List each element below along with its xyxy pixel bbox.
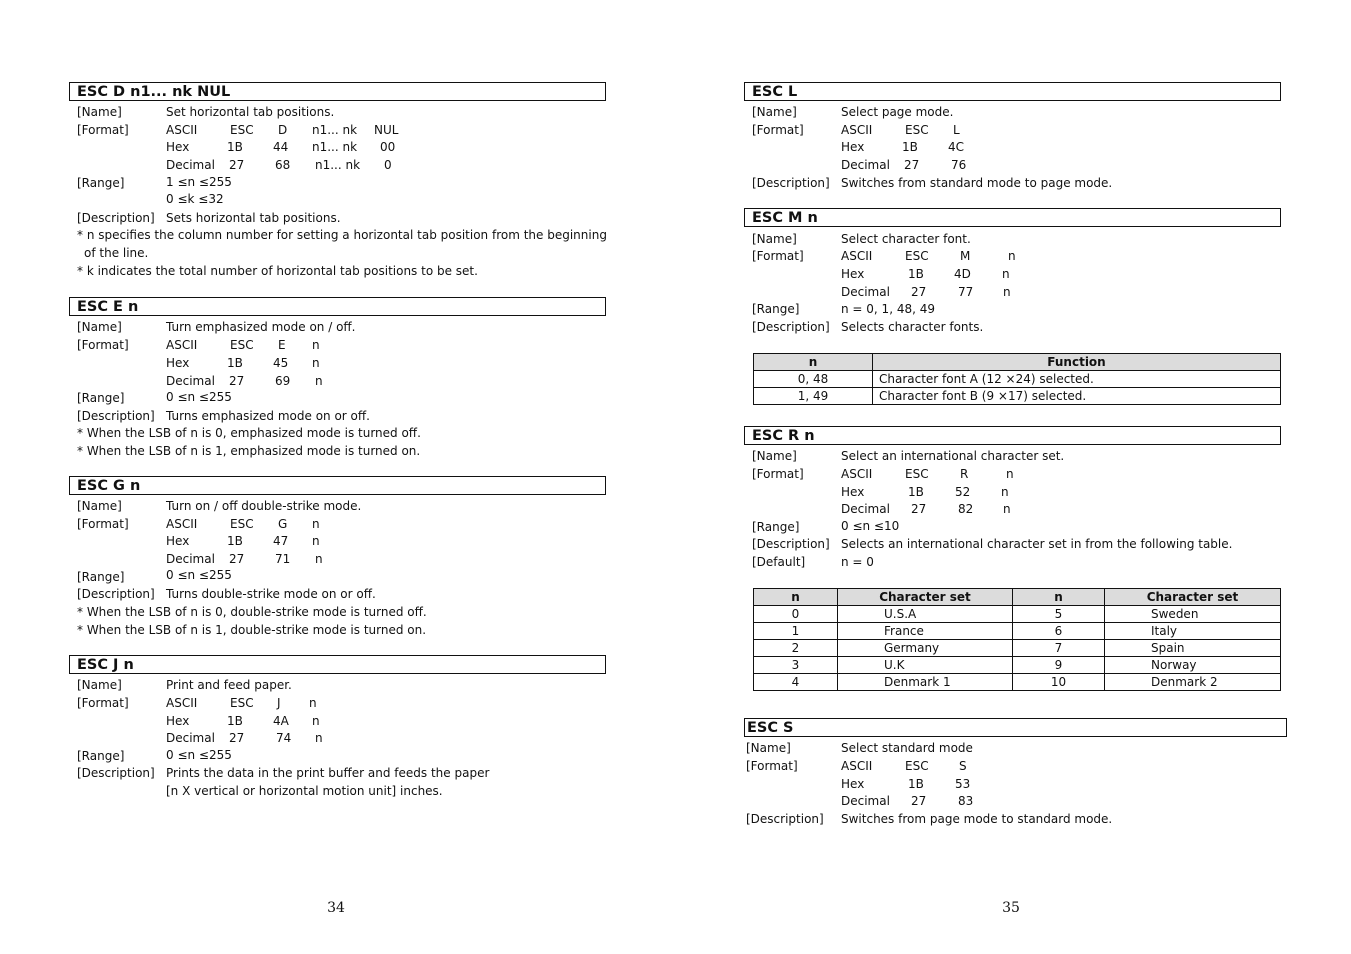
table-cell: 1: [754, 623, 838, 640]
name-label: [Name]: [752, 449, 797, 463]
format-ascii-param: n: [312, 338, 320, 352]
name-label: [Name]: [746, 741, 791, 755]
format-decimal-cmd: 83: [958, 794, 974, 808]
name-label: [Name]: [752, 232, 797, 246]
section-esc-e: [69, 297, 606, 462]
description-value: [n X vertical or horizontal motion unit] inches.: [166, 784, 443, 798]
table-cell: 10: [1013, 674, 1105, 691]
format-decimal-cmd: 82: [958, 502, 974, 516]
section-esc-j: [69, 655, 606, 805]
format-decimal-esc: 27: [911, 502, 927, 516]
table-cell: 2: [754, 640, 838, 657]
format-decimal-esc: 27: [229, 552, 245, 566]
format-hex-cmd: 52: [955, 485, 971, 499]
table-row: [754, 388, 1281, 405]
format-hex: Hex: [841, 140, 865, 154]
format-hex-cmd: 4A: [273, 714, 289, 728]
format-ascii-param: n: [1008, 249, 1016, 263]
description-label: [Description]: [77, 587, 155, 601]
format-decimal-cmd: 69: [275, 374, 291, 388]
format-hex-esc: 1B: [908, 777, 924, 791]
name-value: Select page mode.: [841, 105, 954, 119]
format-hex-esc: 1B: [908, 485, 924, 499]
range-label: [Range]: [752, 302, 800, 316]
format-ascii: ASCII: [166, 338, 198, 352]
format-decimal-esc: 27: [904, 158, 920, 172]
table-header-row: [754, 354, 1281, 371]
section-title: ESC E n: [69, 297, 606, 316]
format-decimal-params: n1... nk: [315, 158, 361, 172]
format-hex-cmd: 4D: [954, 267, 971, 281]
format-ascii-esc: ESC: [230, 123, 254, 137]
format-decimal-esc: 27: [229, 731, 245, 745]
format-hex-param: n: [1002, 267, 1010, 281]
format-label: [Format]: [77, 123, 129, 137]
table-cell: U.K: [838, 657, 1013, 674]
format-decimal-param: n: [315, 731, 323, 745]
format-ascii-esc: ESC: [905, 249, 929, 263]
table-row: [754, 623, 1281, 640]
note: * When the LSB of n is 1, double-strike mode is turned on.: [77, 623, 427, 637]
section-title: ESC D n1... nk NUL: [69, 82, 606, 101]
description-label: [Description]: [752, 320, 830, 334]
section-esc-g: [69, 476, 606, 641]
description-label: [Description]: [77, 409, 155, 423]
range-value: 0 ≤n ≤10: [841, 519, 900, 533]
description-value: Sets horizontal tab positions.: [166, 211, 341, 225]
description-value: Prints the data in the print buffer and feeds the paper: [166, 766, 490, 780]
format-hex: Hex: [166, 140, 190, 154]
format-decimal-esc: 27: [229, 374, 245, 388]
format-ascii-params: n1... nk: [312, 123, 358, 137]
format-ascii-esc: ESC: [905, 123, 929, 137]
format-ascii-cmd: G: [278, 517, 288, 531]
table-cell: Denmark 1: [838, 674, 1013, 691]
table-cell: 0, 48: [754, 371, 873, 388]
format-decimal: Decimal: [166, 374, 215, 388]
format-decimal-param: n: [315, 374, 323, 388]
format-decimal: Decimal: [166, 552, 215, 566]
description-label: [Description]: [77, 766, 155, 780]
format-decimal-param: n: [315, 552, 323, 566]
section-esc-l: [744, 82, 1281, 197]
section-title: ESC L: [744, 82, 1281, 101]
format-ascii-cmd: J: [277, 696, 281, 710]
font-table: [753, 353, 1281, 405]
note: * When the LSB of n is 0, emphasized mode is turned off.: [77, 426, 421, 440]
description-value: Turns emphasized mode on or off.: [166, 409, 370, 423]
table-header-row: [754, 589, 1281, 606]
table-cell: Sweden: [1105, 606, 1281, 623]
page-number: 34: [327, 900, 345, 916]
name-value: Print and feed paper.: [166, 678, 292, 692]
description-label: [Description]: [752, 537, 830, 551]
table-cell: Denmark 2: [1105, 674, 1281, 691]
format-ascii-esc: ESC: [230, 338, 254, 352]
format-decimal: Decimal: [166, 158, 215, 172]
table-cell: Character font A (12 ×24) selected.: [873, 371, 1281, 388]
format-decimal-cmd: 71: [275, 552, 291, 566]
format-hex-cmd: 4C: [948, 140, 965, 154]
format-label: [Format]: [752, 123, 804, 137]
format-hex: Hex: [841, 485, 865, 499]
format-ascii-param: n: [309, 696, 317, 710]
section-esc-s: [744, 718, 1287, 833]
format-decimal: Decimal: [166, 731, 215, 745]
table-row: [754, 657, 1281, 674]
format-hex-esc: 1B: [908, 267, 924, 281]
format-hex-param: n: [1001, 485, 1009, 499]
section-title: ESC R n: [744, 426, 1281, 445]
range-value: 0 ≤n ≤255: [166, 568, 232, 582]
table-cell: France: [838, 623, 1013, 640]
format-hex-cmd: 44: [273, 140, 289, 154]
range-value: 1 ≤n ≤255: [166, 175, 232, 189]
table-cell: 0: [754, 606, 838, 623]
format-hex-param: n: [312, 714, 320, 728]
format-label: [Format]: [752, 249, 804, 263]
format-ascii-cmd: S: [959, 759, 967, 773]
description-label: [Description]: [77, 211, 155, 225]
description-label: [Description]: [752, 176, 830, 190]
format-hex-nul: 00: [380, 140, 396, 154]
table-row: [754, 640, 1281, 657]
name-label: [Name]: [752, 105, 797, 119]
format-decimal-param: n: [1003, 285, 1011, 299]
table-cell: 9: [1013, 657, 1105, 674]
format-hex: Hex: [166, 714, 190, 728]
format-hex: Hex: [841, 777, 865, 791]
range-label: [Range]: [77, 176, 125, 190]
format-ascii-cmd: L: [953, 123, 960, 137]
table-cell: Spain: [1105, 640, 1281, 657]
column-header: n: [754, 354, 873, 371]
format-decimal-cmd: 77: [958, 285, 974, 299]
table-cell: Italy: [1105, 623, 1281, 640]
description-value: Selects character fonts.: [841, 320, 984, 334]
description-value: Switches from page mode to standard mode.: [841, 812, 1113, 826]
format-ascii-esc: ESC: [230, 696, 254, 710]
format-ascii-esc: ESC: [230, 517, 254, 531]
format-ascii: ASCII: [841, 123, 873, 137]
note: * When the LSB of n is 1, emphasized mode is turned on.: [77, 444, 421, 458]
note: * k indicates the total number of horizontal tab positions to be set.: [77, 264, 478, 278]
format-ascii-cmd: R: [960, 467, 969, 481]
description-value: Selects an international character set in from the following table.: [841, 537, 1233, 551]
range-label: [Range]: [77, 749, 125, 763]
format-ascii: ASCII: [841, 467, 873, 481]
format-label: [Format]: [77, 517, 129, 531]
character-set-table: [753, 588, 1281, 691]
range-value: 0 ≤k ≤32: [166, 192, 224, 206]
table-cell: 7: [1013, 640, 1105, 657]
section-title: ESC S: [744, 718, 1287, 737]
range-value: 0 ≤n ≤255: [166, 748, 232, 762]
range-value: n = 0, 1, 48, 49: [841, 302, 935, 316]
table-row: [754, 674, 1281, 691]
format-hex-cmd: 47: [273, 534, 289, 548]
name-value: Select standard mode: [841, 741, 973, 755]
name-value: Turn on / off double-strike mode.: [166, 499, 362, 513]
format-hex-esc: 1B: [227, 534, 243, 548]
format-ascii: ASCII: [841, 249, 873, 263]
format-ascii-param: n: [1006, 467, 1014, 481]
name-value: Select character font.: [841, 232, 971, 246]
section-title: ESC G n: [69, 476, 606, 495]
format-ascii: ASCII: [166, 517, 198, 531]
format-ascii-esc: ESC: [905, 759, 929, 773]
format-hex-param: n: [312, 534, 320, 548]
format-hex-cmd: 45: [273, 356, 289, 370]
format-decimal: Decimal: [841, 285, 890, 299]
column-header: Character set: [838, 589, 1013, 606]
format-ascii-cmd: E: [278, 338, 286, 352]
page-number: 35: [1002, 900, 1020, 916]
format-ascii-nul: NUL: [374, 123, 399, 137]
page-34: [0, 0, 675, 954]
format-ascii-esc: ESC: [905, 467, 929, 481]
table-row: [754, 371, 1281, 388]
range-label: [Range]: [77, 570, 125, 584]
format-decimal-param: n: [1003, 502, 1011, 516]
format-decimal-cmd: 74: [276, 731, 292, 745]
section-title: ESC M n: [744, 208, 1281, 227]
name-label: [Name]: [77, 105, 122, 119]
format-hex: Hex: [166, 356, 190, 370]
format-decimal-esc: 27: [911, 794, 927, 808]
format-decimal-nul: 0: [384, 158, 392, 172]
name-label: [Name]: [77, 499, 122, 513]
format-decimal: Decimal: [841, 502, 890, 516]
format-hex-param: n: [312, 356, 320, 370]
column-header: Character set: [1105, 589, 1281, 606]
description-label: [Description]: [746, 812, 824, 826]
table-cell: Character font B (9 ×17) selected.: [873, 388, 1281, 405]
format-hex-esc: 1B: [227, 140, 243, 154]
format-label: [Format]: [77, 338, 129, 352]
note: of the line.: [84, 246, 149, 260]
section-esc-m: [744, 208, 1281, 348]
default-label: [Default]: [752, 555, 806, 569]
name-value: Turn emphasized mode on / off.: [166, 320, 356, 334]
table-cell: U.S.A: [838, 606, 1013, 623]
table-cell: 1, 49: [754, 388, 873, 405]
page-35: [676, 0, 1351, 954]
format-decimal-cmd: 76: [951, 158, 967, 172]
format-decimal: Decimal: [841, 794, 890, 808]
range-value: 0 ≤n ≤255: [166, 390, 232, 404]
table-cell: Norway: [1105, 657, 1281, 674]
format-label: [Format]: [746, 759, 798, 773]
format-ascii: ASCII: [841, 759, 873, 773]
section-esc-d: [69, 82, 606, 282]
name-value: Select an international character set.: [841, 449, 1065, 463]
default-value: n = 0: [841, 555, 874, 569]
column-header: n: [1013, 589, 1105, 606]
table-cell: 3: [754, 657, 838, 674]
format-decimal-esc: 27: [229, 158, 245, 172]
format-ascii: ASCII: [166, 123, 198, 137]
note: * When the LSB of n is 0, double-strike mode is turned off.: [77, 605, 427, 619]
column-header: n: [754, 589, 838, 606]
format-decimal: Decimal: [841, 158, 890, 172]
section-title: ESC J n: [69, 655, 606, 674]
format-decimal-esc: 27: [911, 285, 927, 299]
table-cell: 4: [754, 674, 838, 691]
format-label: [Format]: [77, 696, 129, 710]
description-value: Turns double-strike mode on or off.: [166, 587, 376, 601]
format-hex: Hex: [166, 534, 190, 548]
format-ascii-cmd: D: [278, 123, 288, 137]
section-esc-r: [744, 426, 1281, 576]
format-label: [Format]: [752, 467, 804, 481]
name-label: [Name]: [77, 320, 122, 334]
table-row: [754, 606, 1281, 623]
note: * n specifies the column number for setting a horizontal tab position from the beginning: [77, 228, 607, 242]
format-hex-esc: 1B: [227, 714, 243, 728]
description-value: Switches from standard mode to page mode.: [841, 176, 1113, 190]
table-cell: 5: [1013, 606, 1105, 623]
name-value: Set horizontal tab positions.: [166, 105, 335, 119]
format-hex-esc: 1B: [902, 140, 918, 154]
format-hex-esc: 1B: [227, 356, 243, 370]
format-ascii-cmd: M: [960, 249, 971, 263]
table-cell: 6: [1013, 623, 1105, 640]
format-hex: Hex: [841, 267, 865, 281]
table-cell: Germany: [838, 640, 1013, 657]
format-hex-cmd: 53: [955, 777, 971, 791]
format-ascii: ASCII: [166, 696, 198, 710]
name-label: [Name]: [77, 678, 122, 692]
range-label: [Range]: [77, 391, 125, 405]
column-header: Function: [873, 354, 1281, 371]
range-label: [Range]: [752, 520, 800, 534]
format-hex-params: n1... nk: [312, 140, 358, 154]
format-ascii-param: n: [312, 517, 320, 531]
format-decimal-cmd: 68: [275, 158, 291, 172]
